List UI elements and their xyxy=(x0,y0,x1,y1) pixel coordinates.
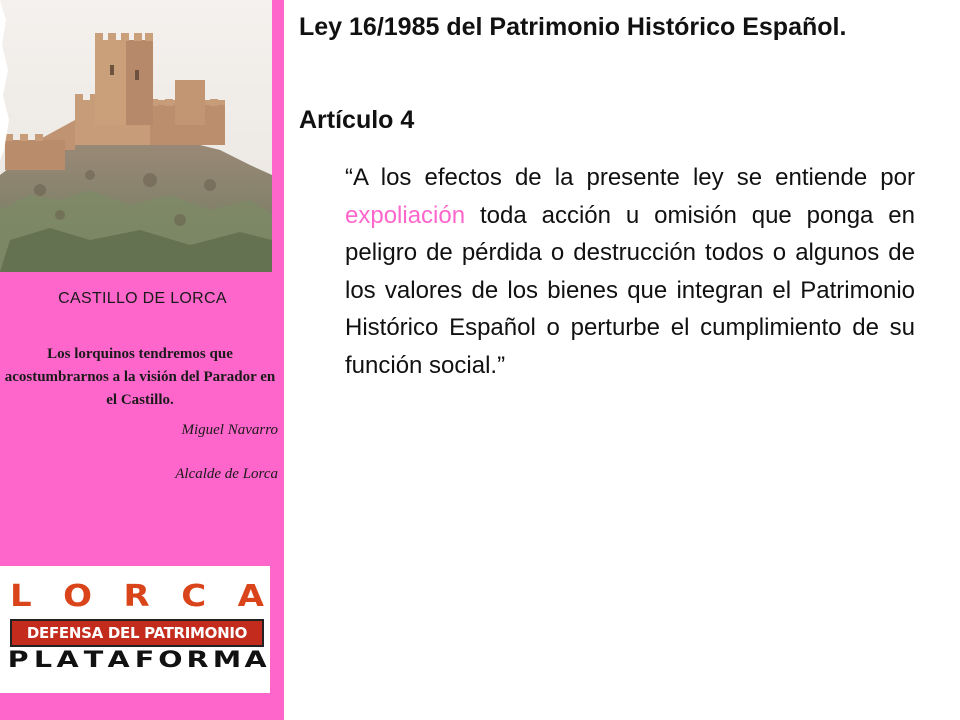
logo-letter: R xyxy=(123,578,150,614)
logo-letter: P xyxy=(7,648,29,673)
logo-letter: O xyxy=(158,648,183,673)
logo-letter: A xyxy=(56,648,79,673)
logo-letter: F xyxy=(134,648,154,673)
mayor-quote: Los lorquinos tendremos que acostumbrarnos a la visión del Parador en el Castillo. xyxy=(4,346,276,408)
logo-letter: L xyxy=(10,578,32,614)
logo-letter: T xyxy=(83,648,103,673)
logo-letter: O xyxy=(63,578,93,614)
logo-letter: A xyxy=(237,578,264,614)
sidebar xyxy=(0,0,284,720)
highlighted-term: expoliación xyxy=(345,201,466,229)
quote-author: Miguel Navarro xyxy=(181,422,278,438)
castle-photo xyxy=(0,0,272,272)
logo-banner: DEFENSA DEL PATRIMONIO xyxy=(10,619,264,647)
castle-caption: CASTILLO DE LORCA xyxy=(58,290,227,307)
logo-letter: A xyxy=(244,648,267,673)
logo-word-lorca xyxy=(10,579,264,613)
logo-word-plataforma xyxy=(7,648,267,673)
logo-letter: M xyxy=(212,648,241,673)
logo-letter: R xyxy=(186,648,209,673)
article-text-start: “A los efectos de la presente ley se entiende por xyxy=(345,164,915,191)
article-text xyxy=(345,159,915,384)
law-title: Ley 16/1985 del Patrimonio Histórico Español. xyxy=(299,13,847,41)
quote-author-title: Alcalde de Lorca xyxy=(175,466,278,482)
article-text-end: toda acción u omisión que ponga en peligro de pérdida o destrucción todos o algunos de los valores de los bienes que integran el Patrimonio Histórico Español o perturbe el cumplimiento de su función social.” xyxy=(345,201,915,379)
logo-letter: L xyxy=(33,648,52,673)
logo-letter: C xyxy=(181,578,207,614)
plataforma-logo xyxy=(0,566,270,693)
article-heading: Artículo 4 xyxy=(299,106,415,134)
logo-letter: A xyxy=(107,648,130,673)
